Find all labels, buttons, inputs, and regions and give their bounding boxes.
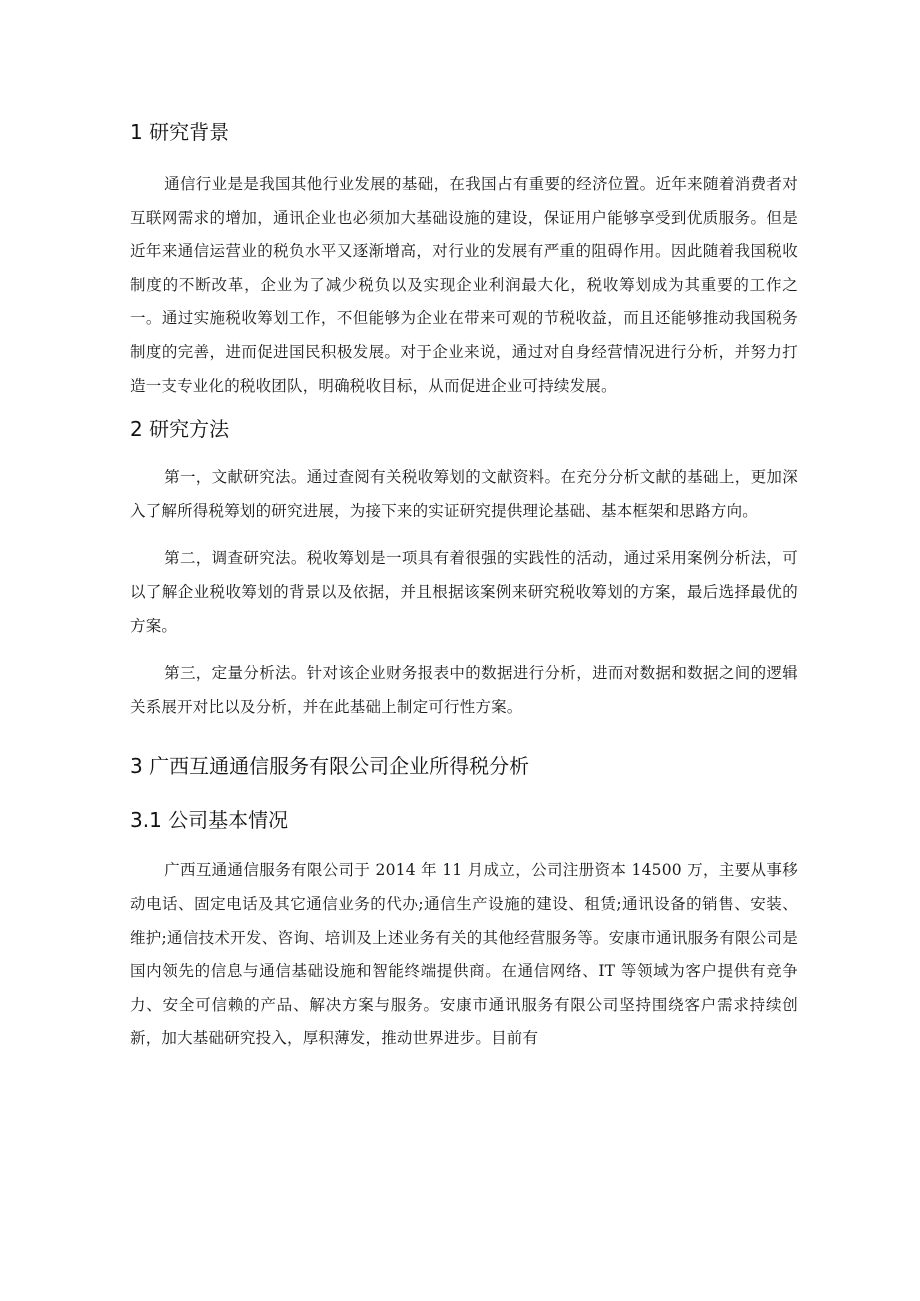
paragraph-company-overview: 广西互通通信服务有限公司于 2014 年 11 月成立，公司注册资本 14500 万，主要从事移动电话、固定电话及其它通信业务的代办;通信生产设施的建设、租赁;通讯设备的销售、安装、维护;通信技术开发、咨询、培训及上述业务有关的其他经营服务等。安康市通讯服务有限公司是国内领先的信息与通信基础设施和智能终端提供商。在通信网络、IT 等领域为客户提供有竞争力、安全可信赖的产品、解决方案与服务。安康市通讯服务有限公司坚持围绕客户需求持续创新，加大基础研究投入，厚积薄发，推动世界进步。目前有 [130, 861, 798, 1048]
paragraph-method-literature: 第一，文献研究法。通过查阅有关税收筹划的文献资料。在充分分析文献的基础上，更加深入了解所得税筹划的研究进展，为接下来的实证研究提供理论基础、基本框架和思路方向。 [130, 468, 798, 520]
section-heading-research-methods: 2 研究方法 [130, 417, 230, 442]
paragraph-method-quantitative: 第三，定量分析法。针对该企业财务报表中的数据进行分析，进而对数据和数据之间的逻辑关系展开对比以及分析，并在此基础上制定可行性方案。 [130, 664, 798, 716]
document-body [130, 118, 798, 1056]
paragraph-method-survey: 第二，调查研究法。税收筹划是一项具有着很强的实践性的活动，通过采用案例分析法，可以了解企业税收筹划的背景以及依据，并且根据该案例来研究税收筹划的方案，最后选择最优的方案。 [130, 549, 798, 635]
section-heading-research-background: 1 研究背景 [130, 120, 230, 144]
section-heading-company-tax-analysis: 3 广西互通通信服务有限公司企业所得税分析 [130, 754, 530, 779]
paragraph-research-background: 通信行业是是我国其他行业发展的基础，在我国占有重要的经济位置。近年来随着消费者对互联网需求的增加，通讯企业也必须加大基础设施的建设，保证用户能够享受到优质服务。但是近年来通信运营业的税负水平又逐渐增高，对行业的发展有严重的阻碍作用。因此随着我国税收制度的不断改革，企业为了减少税负以及实现企业利润最大化，税收筹划成为其重要的工作之一。通过实施税收筹划工作，不但能够为企业在带来可观的节税收益，而且还能够推动我国税务制度的完善，进而促进国民积极发展。对于企业来说，通过对自身经营情况进行分析，并努力打造一支专业化的税收团队，明确税收目标，从而促进企业可持续发展。 [130, 175, 798, 395]
subsection-heading-company-overview: 3.1 公司基本情况 [130, 808, 289, 833]
